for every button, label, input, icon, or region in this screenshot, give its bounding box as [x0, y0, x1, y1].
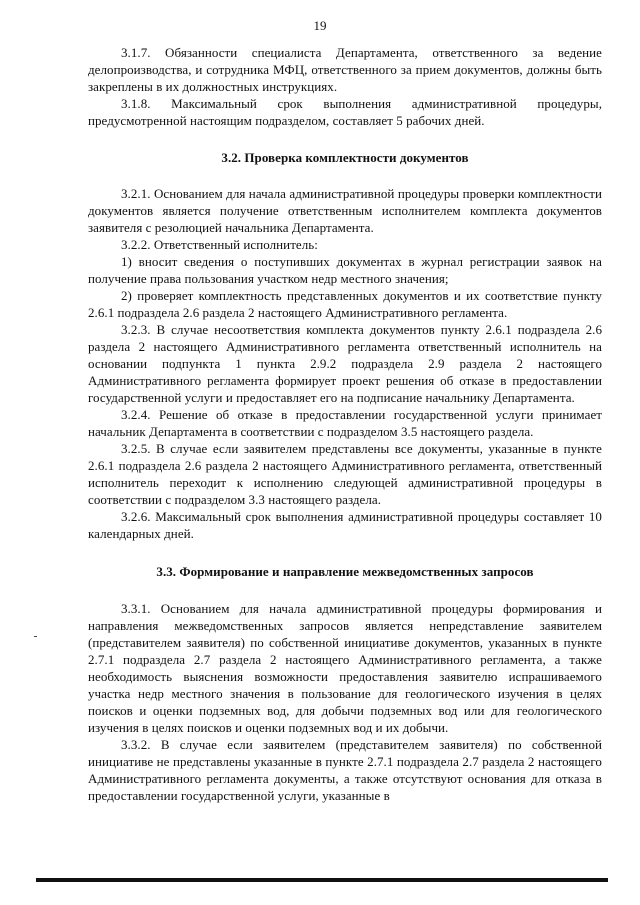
bottom-rule: [36, 878, 608, 882]
paragraph-3-2-6: 3.2.6. Максимальный срок выполнения административной процедуры составляет 10 календарных дней.: [88, 509, 602, 541]
paragraph-3-3-2: 3.3.2. В случае если заявителем (представителем заявителя) по собственной инициативе не представлены указанные в пункте 2.7.1 подраздела 2.7 раздела 2 настоящего Административного регламента документы, а также отсутствуют основания для отказа в предоставлении государственной услуги, указанные в: [88, 737, 602, 803]
paragraph-3-3-1: 3.3.1. Основанием для начала административной процедуры формирования и направления межведомственных запросов является непредставление заявителем (представителем заявителя) по собственной инициативе документов, указанных в пункте 2.7.1 подраздела 2.7 раздела 2 настоящего Административного регламента, а также необходимость выяснения возможности предоставления заявителю испрашиваемого участка недр местного значения в пользование для геологического изучения в целях поисков и оценки подземных вод, для добычи подземных вод или для геологического изучения в целях поисков и оценки подземных вод и их добычи.: [88, 601, 602, 735]
section-heading-3-3: 3.3. Формирование и направление межведомственных запросов: [156, 564, 534, 579]
paragraph-3-1-7: 3.1.7. Обязанности специалиста Департамента, ответственного за ведение делопроизводства, и сотрудника МФЦ, ответственного за прием документов, должны быть закреплены в их должностных инструкциях.: [88, 45, 602, 94]
paragraph-3-2-3: 3.2.3. В случае несоответствия комплекта документов пункту 2.6.1 подраздела 2.6 раздела 2 настоящего Административного регламента ответственный исполнитель на основании подпункта 1 пункта 2.9.2 подраздела 2.9 раздела 2 настоящего Административного регламента формирует проект решения об отказе в предоставлении государственной услуги и предоставляет его на подписание начальнику Департамента.: [88, 322, 602, 405]
list-item-1: 1) вносит сведения о поступивших документах в журнал регистрации заявок на получение права пользования участком недр местного значения;: [88, 254, 602, 286]
paragraph-3-1-8: 3.1.8. Максимальный срок выполнения административной процедуры, предусмотренной настоящим подразделом, составляет 5 рабочих дней.: [88, 96, 602, 128]
margin-mark: [34, 636, 37, 637]
page-number: 19: [313, 18, 327, 33]
paragraph-3-2-1: 3.2.1. Основанием для начала административной процедуры проверки комплектности документов является получение ответственным исполнителем комплекта документов заявителя с резолюцией начальника Департамента.: [88, 186, 602, 235]
section-heading-3-2: 3.2. Проверка комплектности документов: [221, 150, 469, 165]
list-item-2: 2) проверяет комплектность представленных документов и их соответствие пункту 2.6.1 подраздела 2.6 раздела 2 настоящего Административного регламента.: [88, 288, 602, 320]
paragraph-3-2-2: 3.2.2. Ответственный исполнитель:: [121, 237, 318, 252]
paragraph-3-2-4: 3.2.4. Решение об отказе в предоставлении государственной услуги принимает начальник Департамента в соответствии с подразделом 3.5 настоящего раздела.: [88, 407, 602, 439]
document-body: [88, 44, 602, 804]
paragraph-3-2-5: 3.2.5. В случае если заявителем представлены все документы, указанные в пункте 2.6.1 подраздела 2.6 раздела 2 настоящего Административного регламента, ответственный исполнитель переходит к исполнению следующей административной процедуры в соответствии с подразделом 3.3 настоящего раздела.: [88, 441, 602, 507]
